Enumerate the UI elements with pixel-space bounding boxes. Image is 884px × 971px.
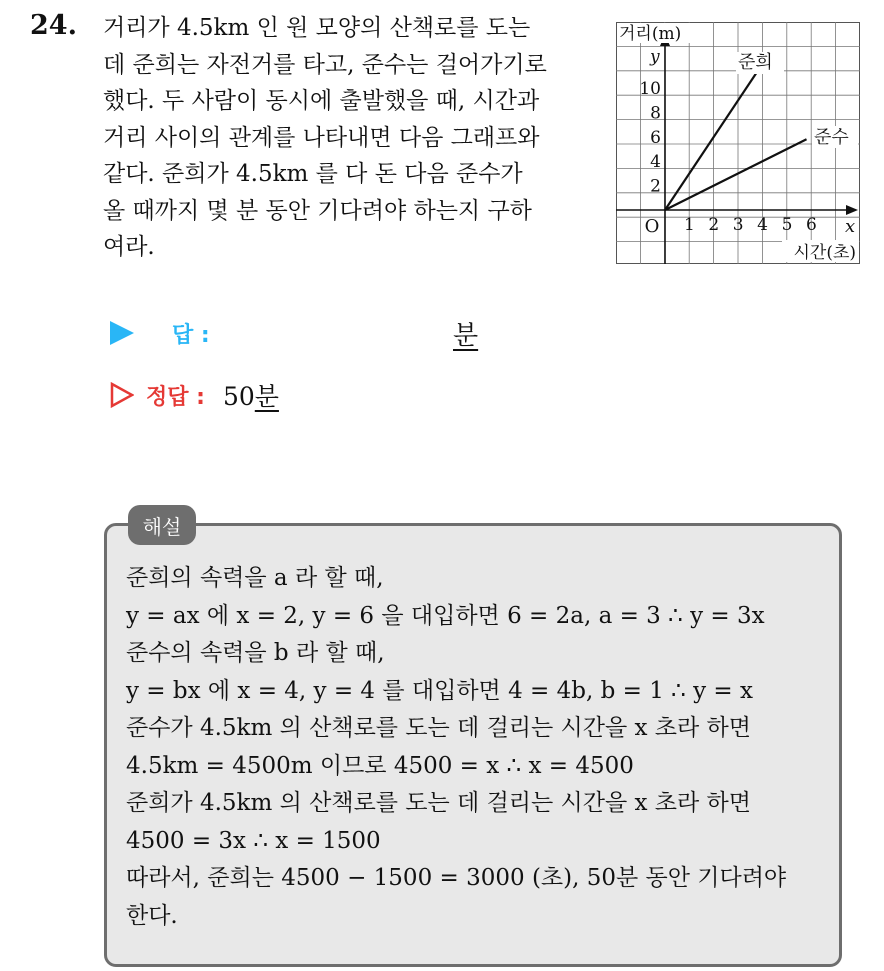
explanation-line: 준희의 속력을 a 라 할 때, [126,565,384,591]
series-line [665,139,807,210]
explanation-line: 따라서, 준희는 4500 − 1500 = 3000 (초), 50분 동안 기다려야 [126,865,787,891]
explanation-line: 준수의 속력을 b 라 할 때, [126,640,385,666]
explanation-line: 4500 = 3x ∴ x = 1500 [126,827,381,854]
explanation-line: 4.5km = 4500m 이므로 4500 = x ∴ x = 4500 [126,752,634,779]
question-line: 거리가 4.5km 인 원 모양의 산책로를 도는 [103,15,531,41]
distance-time-graph [616,22,860,264]
x-tick-label: 2 [708,215,720,235]
origin-label: O [644,216,660,237]
correct-answer-unit: 분 [254,382,279,411]
x-tick-label: 6 [805,215,817,235]
series-label-junsu: 준수 [814,127,849,148]
question-line: 여라. [103,234,155,260]
x-tick-label: 5 [781,215,793,235]
answer-row [110,313,479,353]
answer-unit: 분 [453,321,479,351]
y-axis-label: 거리(m) [619,24,682,44]
outline-triangle-icon [110,382,134,408]
answer-label: 답 : [172,322,210,348]
question-line: 같다. 준희가 4.5km 를 다 돈 다음 준수가 [103,161,523,187]
question-line: 했다. 두 사람이 동시에 출발했을 때, 시간과 [103,88,540,114]
x-tick-label: 1 [683,215,695,235]
correct-answer-row [110,375,279,415]
question-text [103,10,603,266]
y-symbol: y [650,47,660,67]
correct-answer-value [223,377,279,413]
x-axis-label: 시간(초) [793,243,856,263]
correct-answer-label: 정답 : [146,384,205,410]
x-tick-label: 4 [757,215,769,235]
explanation-line: y = ax 에 x = 2, y = 6 을 대입하면 6 = 2a, a = 3 ∴ y = 3x [126,602,765,629]
y-tick-label: 2 [650,176,661,197]
y-tick-label: 10 [639,79,661,99]
y-tick-label: 6 [650,127,661,148]
question-line: 데 준희는 자전거를 타고, 준수는 걸어가기로 [103,51,547,78]
question-line: 올 때까지 몇 분 동안 기다려야 하는지 구하 [103,197,532,224]
y-tick-label: 4 [650,152,661,173]
play-triangle-icon [110,321,134,345]
x-axis-arrow-icon [846,205,858,215]
explanation-text [126,560,826,935]
x-symbol: x [845,216,856,237]
x-tick-label: 3 [732,215,744,235]
question-number: 24. [30,10,77,41]
explanation-tab: 해설 [128,505,196,545]
graph-series [665,64,807,210]
series-label-junhee: 준희 [738,52,773,73]
explanation-line: 준수가 4.5km 의 산책로를 도는 데 걸리는 시간을 x 초라 하면 [126,715,751,741]
explanation-line: 준희가 4.5km 의 산책로를 도는 데 걸리는 시간을 x 초라 하면 [126,790,751,816]
question-line: 거리 사이의 관계를 나타내면 다음 그래프와 [103,124,540,151]
y-tick-label: 8 [650,103,661,124]
explanation-line: y = bx 에 x = 4, y = 4 를 대입하면 4 = 4b, b = 1 ∴ y = x [126,677,753,704]
correct-answer-number: 50 [222,382,255,411]
explanation-line: 한다. [126,902,178,929]
